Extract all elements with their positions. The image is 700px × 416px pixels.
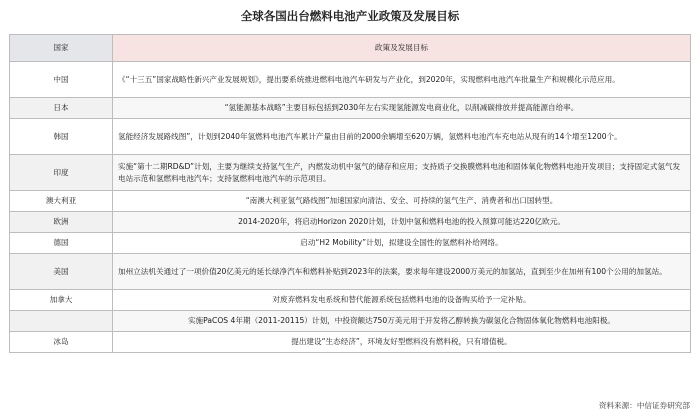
table-row xyxy=(10,290,691,311)
table-row xyxy=(10,191,691,212)
table-row xyxy=(10,332,691,353)
country-cell: 德国 xyxy=(10,233,113,254)
table-header-row xyxy=(10,35,691,62)
policy-cell: “南澳大利亚氢气路线图”加速国家向清洁、安全、可持续的氢气生产、消费者和出口国转型。 xyxy=(113,191,691,212)
table-row xyxy=(10,233,691,254)
policy-cell: 2014-2020年，将启动Horizon 2020计划，计划中氢和燃料电池的投入预算可能达220亿欧元。 xyxy=(113,212,691,233)
country-cell: 美国 xyxy=(10,254,113,290)
policy-cell: 启动“H2 Mobility”计划，拟建设全国性的氢燃料补给网络。 xyxy=(113,233,691,254)
policy-cell: 实施“第十二期RD&D”计划，主要为继续支持氢气生产，内燃发动机中氢气的储存和应用；支持质子交换膜燃料电池和固体氧化物燃料电池开发项目；支持固定式氢气发电站示范和氢燃料电池汽车；支持氢燃料电池汽车的示范项目。 xyxy=(113,155,691,191)
table-row xyxy=(10,212,691,233)
country-cell: 加拿大 xyxy=(10,290,113,311)
country-cell: 印度 xyxy=(10,155,113,191)
policy-cell: 《“十三五”国家战略性新兴产业发展规划》，提出要系统推进燃料电池汽车研发与产业化，到2020年，实现燃料电池汽车批量生产和规模化示范应用。 xyxy=(113,62,691,98)
table-row xyxy=(10,98,691,119)
table-row xyxy=(10,254,691,290)
policy-cell: “氢能源基本战略”主要目标包括到2030年左右实现氢能源发电商业化，以削减碳排放并提高能源自给率。 xyxy=(113,98,691,119)
table-title: 全球各国出台燃料电池产业政策及发展目标 xyxy=(240,9,460,23)
country-cell xyxy=(10,311,113,332)
table-row xyxy=(10,119,691,155)
country-cell: 中国 xyxy=(10,62,113,98)
policy-cell: 加州立法机关通过了一项价值20亿美元的延长绿净汽车和燃料补贴到2023年的法案，要求每年建设2000万美元的加氢站，直到至少在加州有100个公用的加氢站。 xyxy=(113,254,691,290)
table-row xyxy=(10,155,691,191)
table-row xyxy=(10,62,691,98)
table-row xyxy=(10,311,691,332)
country-cell: 欧洲 xyxy=(10,212,113,233)
country-cell: 冰岛 xyxy=(10,332,113,353)
header-policy: 政策及发展目标 xyxy=(113,35,691,62)
policy-cell: 实施PaCOS 4年期（2011-20115）计划，中投资额达750万美元用于开发将乙醇转换为碳氢化合物固体氧化物燃料电池阳极。 xyxy=(113,311,691,332)
source-note: 资料来源：中信证券研究部 xyxy=(598,401,690,410)
header-country: 国家 xyxy=(10,35,113,62)
policy-cell: 提出建设“生态经济”，环境友好型燃料没有燃料税，只有增值税。 xyxy=(113,332,691,353)
policy-cell: 对废弃燃料发电系统和替代能源系统包括燃料电池的设备购买给予一定补贴。 xyxy=(113,290,691,311)
policy-cell: 氢能经济发展路线图”，计划到2040年氢燃料电池汽车累计产量由目前的2000余辆增至620万辆，氢燃料电池汽车充电站从现有的14个增至1200个。 xyxy=(113,119,691,155)
country-cell: 澳大利亚 xyxy=(10,191,113,212)
policy-table xyxy=(9,34,691,353)
country-cell: 日本 xyxy=(10,98,113,119)
country-cell: 韩国 xyxy=(10,119,113,155)
